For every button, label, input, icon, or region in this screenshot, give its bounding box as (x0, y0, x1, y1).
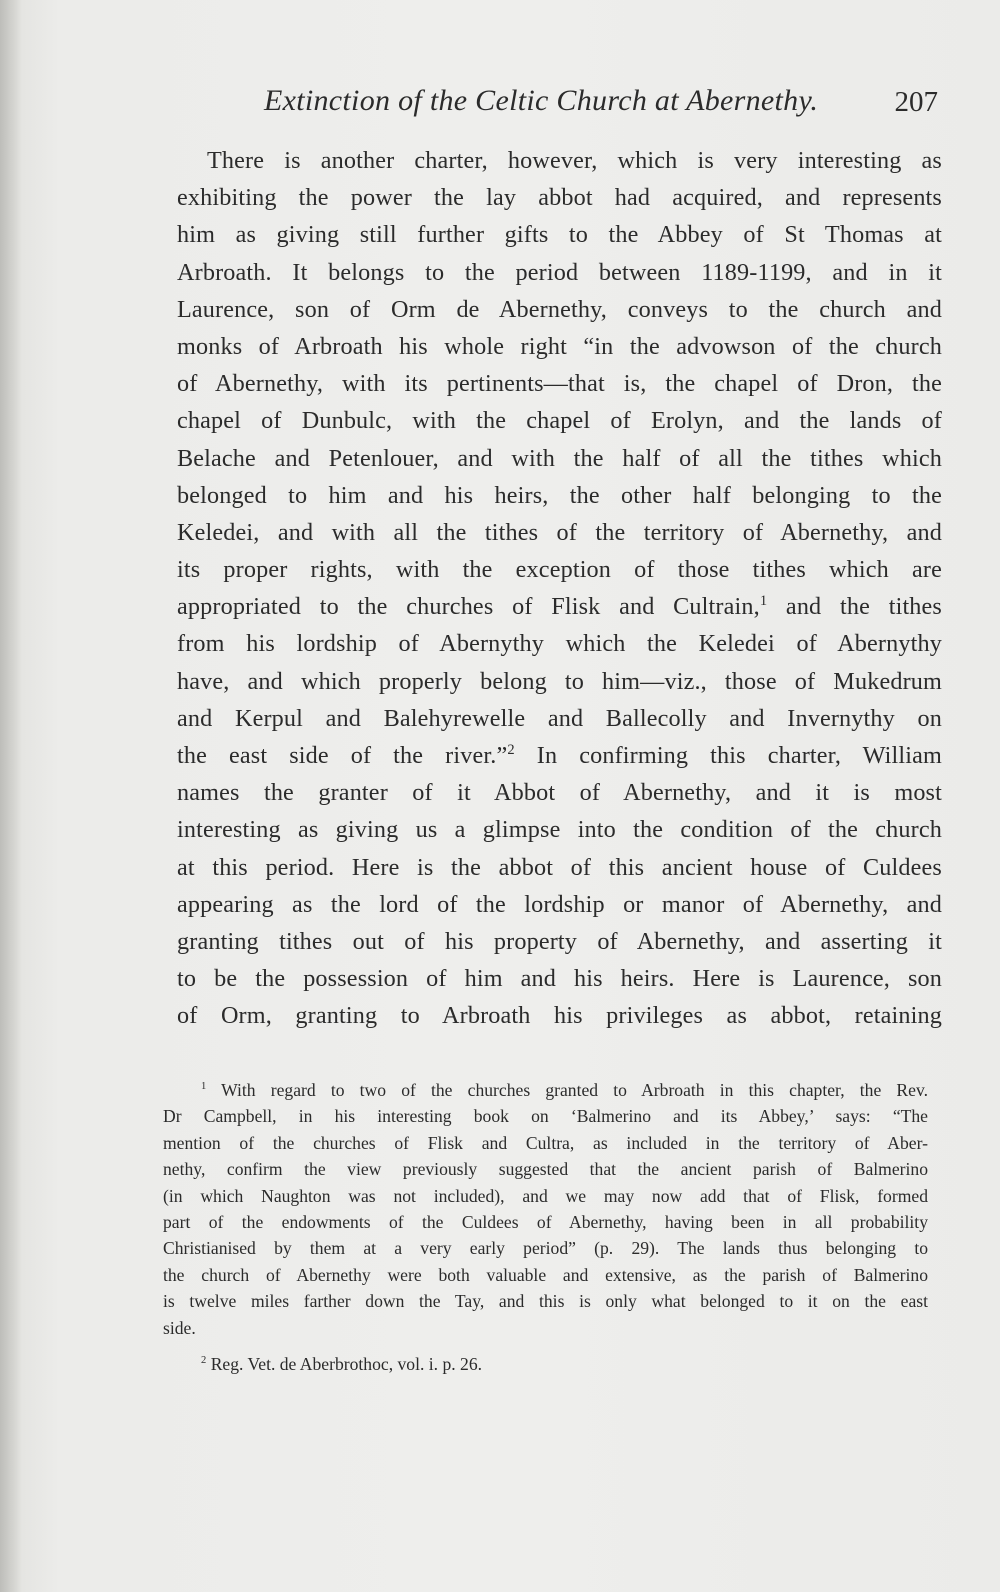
body-line-text: the east side of the river.” (177, 742, 508, 769)
body-line: chapel of Dunbulc, with the chapel of Erolyn, and the lands of (177, 407, 942, 435)
page-number: 207 (894, 86, 938, 118)
body-line: at this period. Here is the abbot of this ancient house of Culdees (177, 853, 942, 881)
body-line: Arbroath. It belongs to the period between 1189-1199, and in it (177, 258, 942, 286)
body-line-text: and the tithes (767, 593, 942, 621)
body-line: of Abernethy, with its pertinents—that is, the chapel of Dron, the (177, 370, 942, 398)
footnote-1-line: Dr Campbell, in his interesting book on ‘Balmerino and its Abbey,’ says: “The (163, 1106, 928, 1127)
body-line: from his lordship of Abernythy which the Keledei of Abernythy (177, 630, 942, 658)
footnote-ref-1: 1 (759, 593, 768, 610)
footnote-1-line (163, 1077, 928, 1103)
body-line: Laurence, son of Orm de Abernethy, conveys to the church and (177, 295, 942, 323)
body-line: appearing as the lord of the lordship or manor of Abernethy, and (177, 890, 942, 918)
page-header (178, 78, 938, 128)
body-line: Keledei, and with all the tithes of the territory of Abernethy, and (177, 518, 942, 546)
body-line: him as giving still further gifts to the Abbey of St Thomas at (177, 221, 942, 249)
body-line: and Kerpul and Balehyrewelle and Ballecolly and Invernythy on (177, 704, 942, 732)
footnote-1-line: part of the endowments of the Culdees of Abernethy, having been in all probability (163, 1211, 928, 1232)
body-line: exhibiting the power the lay abbot had acquired, and represents (177, 184, 942, 212)
body-line: monks of Arbroath his whole right “in the advowson of the church (177, 332, 942, 360)
footnote-marker-1: 1 (201, 1081, 207, 1093)
body-line-with-footnote-ref (177, 737, 942, 774)
footnote-text: With regard to two of the churches granted to Arbroath in this chapter, the Rev. (221, 1080, 928, 1100)
body-line: There is another charter, however, which is very interesting as (207, 147, 942, 174)
footnote-1-line: nethy, confirm the view previously suggested that the ancient parish of Balmerino (163, 1159, 928, 1180)
footnote-text: Reg. Vet. de Aberbrothoc, vol. i. p. 26. (210, 1353, 483, 1374)
body-line-text: In confirming this charter, William (514, 742, 943, 769)
body-text (177, 142, 942, 1035)
footnote-1-line: the church of Abernethy were both valuable and extensive, as the parish of Balmerino (163, 1264, 928, 1285)
page-spine-shadow (0, 0, 22, 1592)
body-line-text: appropriated to the churches of Flisk and Cultrain, (177, 593, 760, 621)
body-line: have, and which properly belong to him—viz., those of Mukedrum (177, 667, 942, 695)
body-line-with-footnote-ref (177, 588, 942, 625)
footnote-2-line (163, 1351, 928, 1377)
footnote-1-line: is twelve miles farther down the Tay, and this is only what belonged to it on the east (163, 1291, 928, 1312)
footnote-1-line: side. (163, 1317, 196, 1338)
body-line: to be the possession of him and his heirs. Here is Laurence, son (177, 965, 942, 993)
footnote-1-line: (in which Naughton was not included), and we may now add that of Flisk, formed (163, 1185, 928, 1206)
footnote-ref-2: 2 (507, 741, 515, 758)
footnotes (163, 1077, 928, 1377)
body-line: belonged to him and his heirs, the other half belonging to the (177, 481, 942, 509)
body-line: names the granter of it Abbot of Abernethy, and it is most (177, 779, 942, 807)
footnote-marker-2: 2 (201, 1355, 207, 1367)
footnote-1-line: mention of the churches of Flisk and Cultra, as included in the territory of Aber- (163, 1132, 928, 1153)
body-line: interesting as giving us a glimpse into the condition of the church (177, 816, 942, 844)
body-line: of Orm, granting to Arbroath his privileges as abbot, retaining (177, 1002, 942, 1030)
body-line: Belache and Petenlouer, and with the half of all the tithes which (177, 444, 942, 472)
body-line: granting tithes out of his property of Abernethy, and asserting it (177, 927, 942, 955)
running-head: Extinction of the Celtic Church at Abernethy. (264, 84, 819, 117)
footnote-1-line: Christianised by them at a very early period” (p. 29). The lands thus belonging to (163, 1238, 928, 1259)
body-line: its proper rights, with the exception of those tithes which are (177, 556, 942, 584)
